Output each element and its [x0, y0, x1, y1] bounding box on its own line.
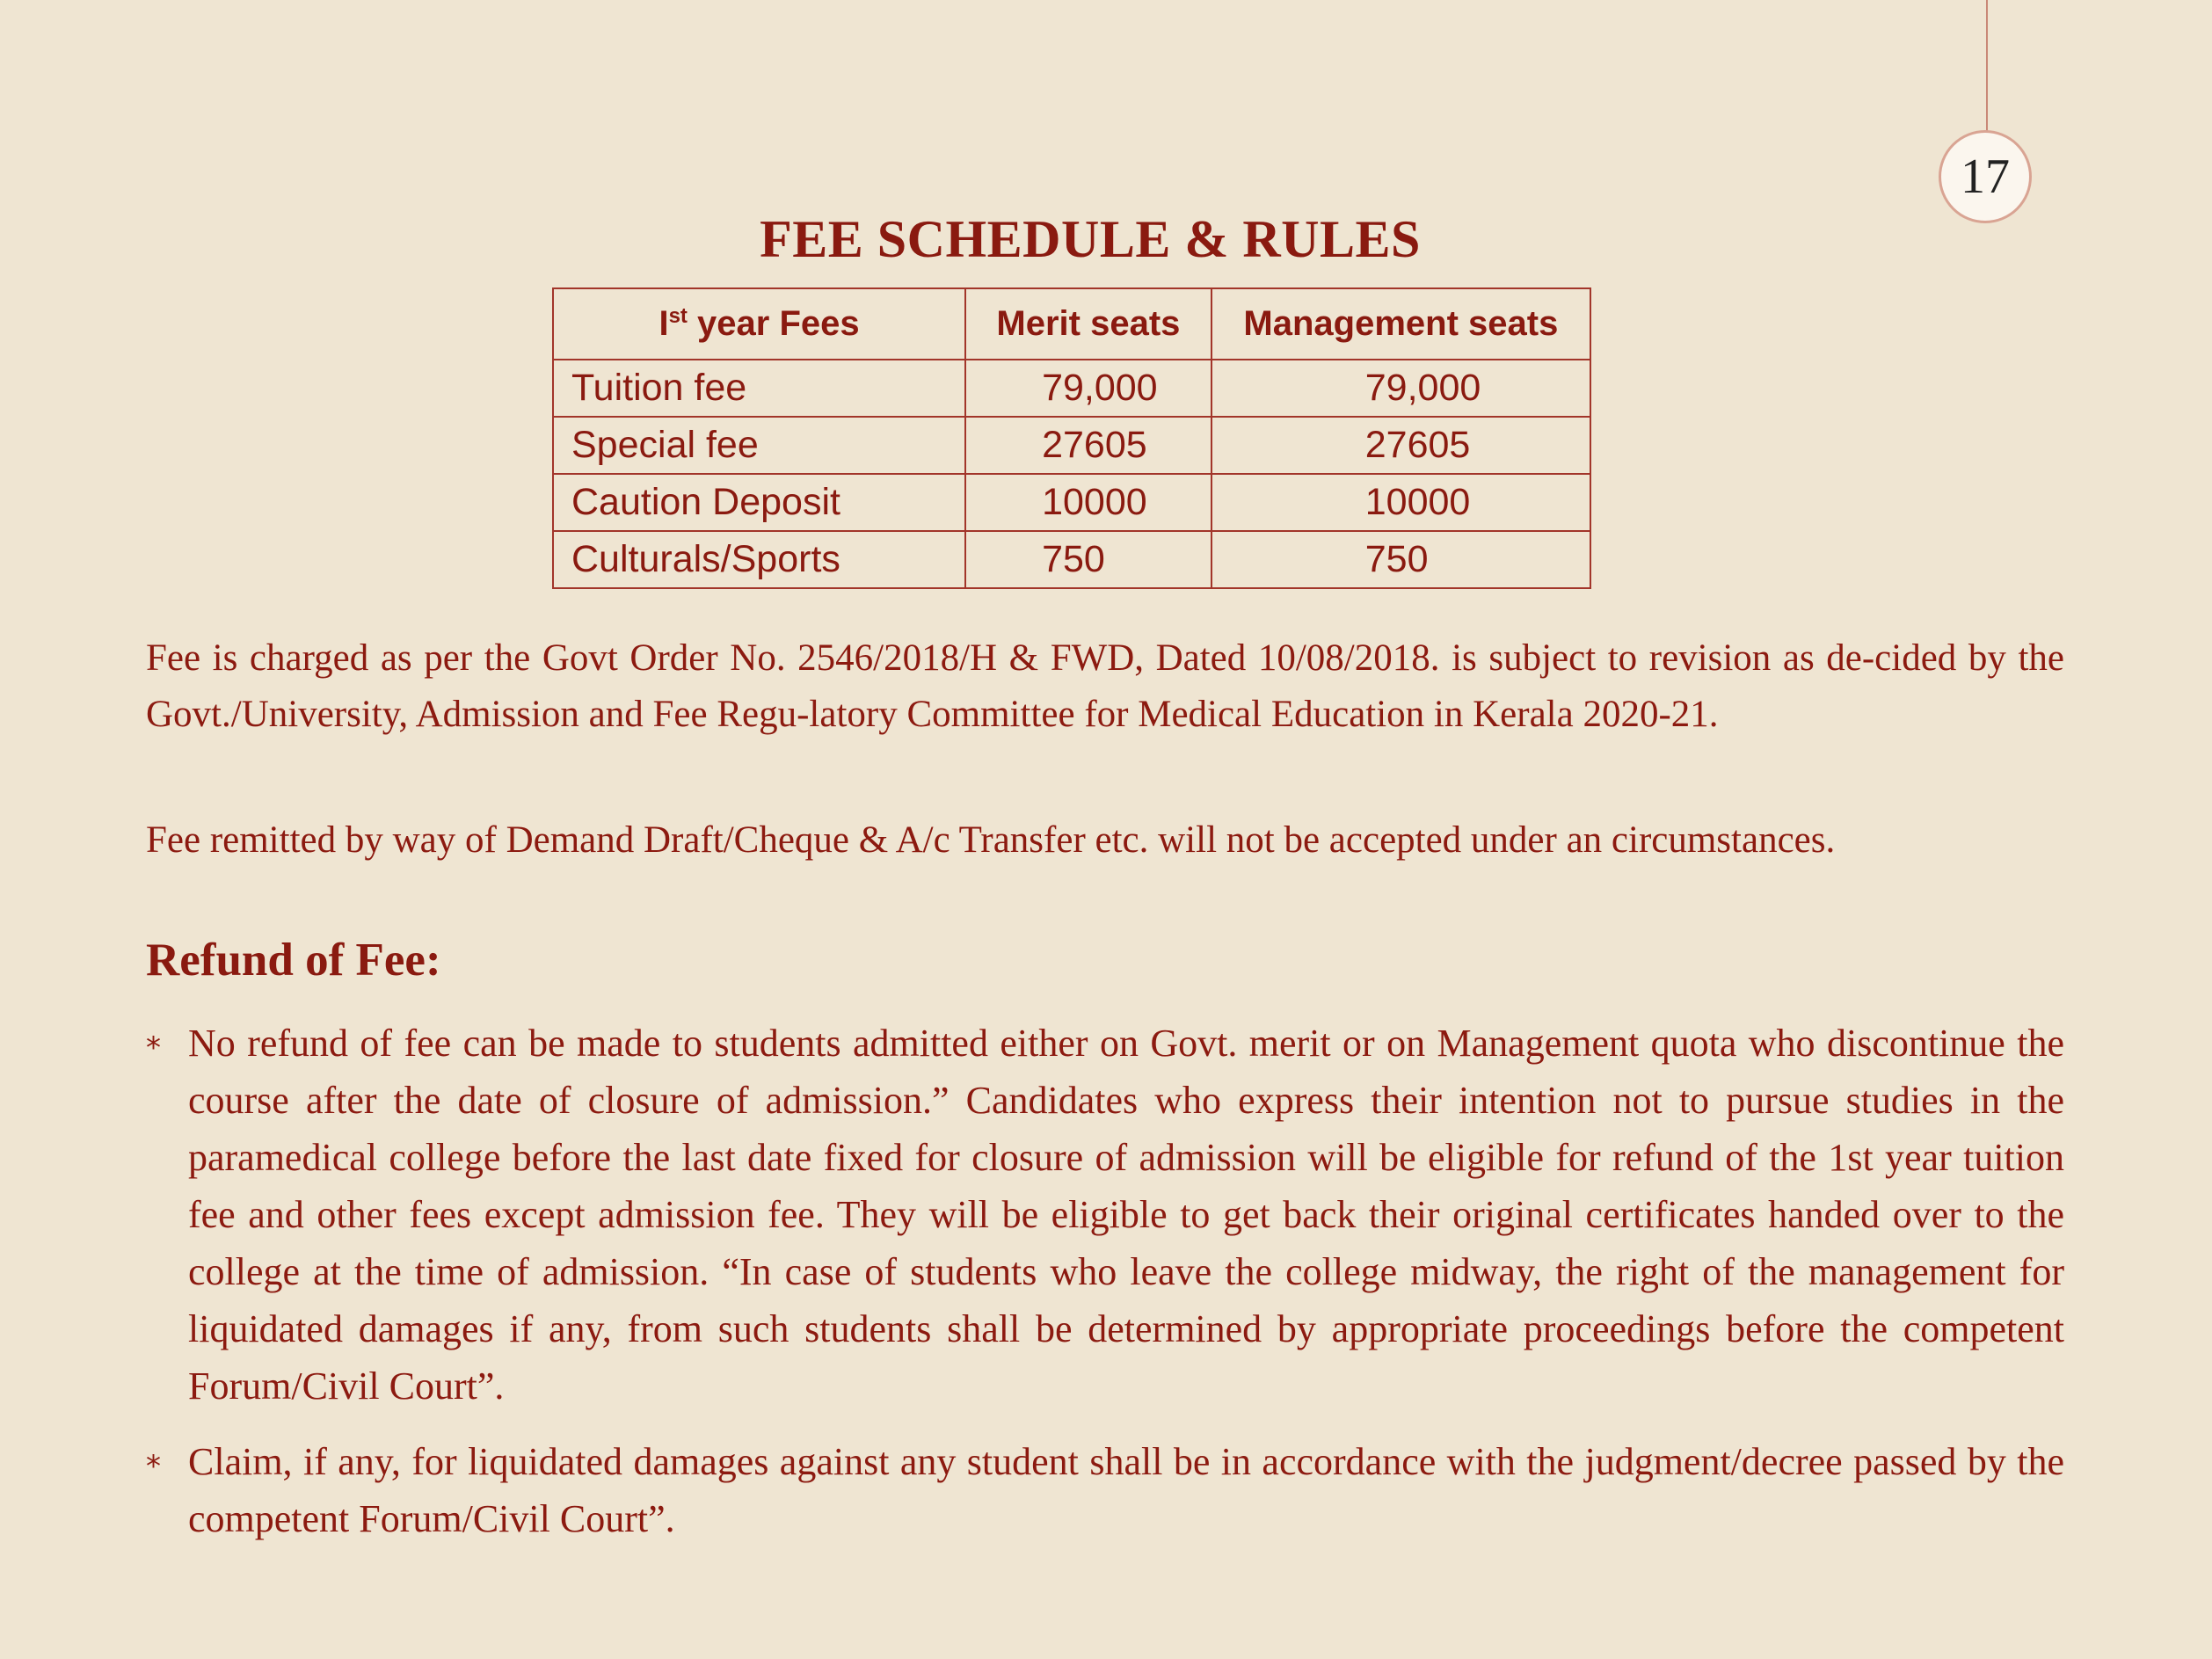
header-merit-seats: Merit seats	[965, 288, 1212, 360]
merit-value: 10000	[965, 474, 1212, 531]
refund-item-text: No refund of fee can be made to students admitted either on Govt. merit or on Management quota who discontinue the course after the date of closure of admission.” Candidates who express their intention not to pursue studies in the paramedical college before the last date fixed for closure of admission will be eligible for refund of the 1st year tuition fee and other fees except admission fee. They will be eligible to get back their original certificates handed over to the college at the time of admission. “In case of students who leave the college midway, the right of the management for liquidated damages if any, from such students shall be determined by appropriate proceedings before the competent Forum/Civil Court”.	[188, 1022, 2064, 1408]
fee-remittance-paragraph: Fee remitted by way of Demand Draft/Cheque & A/c Transfer etc. will not be accepted under an circumstances.	[146, 819, 1836, 861]
page-number: 17	[1939, 130, 2032, 223]
list-item	[146, 1015, 2064, 1415]
fee-label: Tuition fee	[553, 360, 965, 417]
list-item	[146, 1433, 2064, 1547]
bullet-asterisk-icon: *	[146, 1449, 161, 1484]
table-row	[553, 360, 1590, 417]
management-value: 27605	[1212, 417, 1590, 474]
merit-value: 27605	[965, 417, 1212, 474]
table-row	[553, 417, 1590, 474]
fee-govt-order-paragraph: Fee is charged as per the Govt Order No. 2546/2018/H & FWD, Dated 10/08/2018. is subject to revision as de-cided by the Govt./University, Admission and Fee Regu-latory Committee for Medical Education in Kerala 2020-21.	[146, 637, 2064, 735]
refund-item-text: Claim, if any, for liquidated damages against any student shall be in accordance with the judgment/decree passed by the competent Forum/Civil Court”.	[188, 1440, 2064, 1540]
header-year-fees-main: I	[659, 304, 669, 343]
management-value: 750	[1212, 531, 1590, 588]
fee-label: Caution Deposit	[553, 474, 965, 531]
header-year-fees-rest: year Fees	[687, 304, 860, 343]
page-marker-line	[1986, 0, 1988, 132]
fee-label: Culturals/Sports	[553, 531, 965, 588]
merit-value: 79,000	[965, 360, 1212, 417]
bullet-asterisk-icon: *	[146, 1030, 161, 1066]
merit-value: 750	[965, 531, 1212, 588]
page-title: FEE SCHEDULE & RULES	[760, 210, 1421, 268]
fee-table-header-row	[553, 288, 1590, 360]
header-year-fees-sup: st	[668, 304, 688, 328]
fee-table	[552, 287, 1591, 589]
header-year-fees	[553, 288, 965, 360]
fee-label: Special fee	[553, 417, 965, 474]
table-row	[553, 474, 1590, 531]
management-value: 10000	[1212, 474, 1590, 531]
header-management-seats: Management seats	[1212, 288, 1590, 360]
refund-heading: Refund of Fee:	[146, 935, 441, 986]
management-value: 79,000	[1212, 360, 1590, 417]
table-row	[553, 531, 1590, 588]
